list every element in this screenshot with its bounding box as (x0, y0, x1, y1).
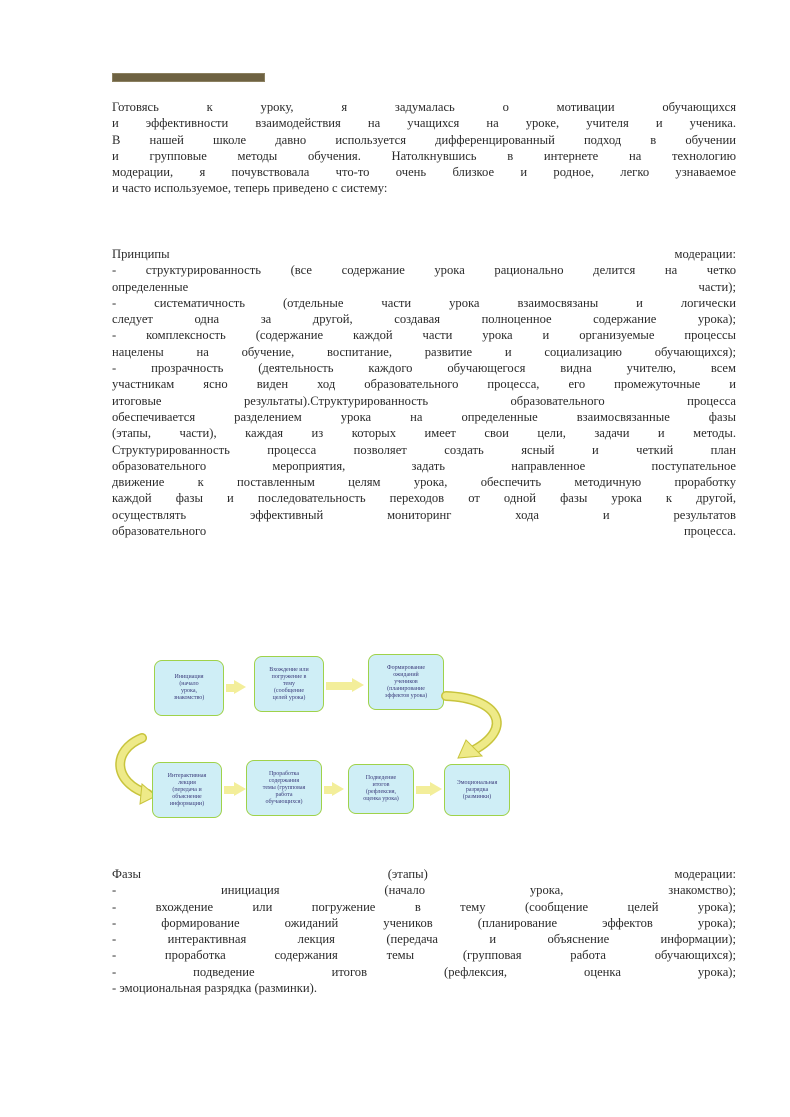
box-text: учеников (394, 678, 418, 685)
box-text: Инициация (174, 674, 204, 680)
header-bar (112, 73, 265, 82)
box-text: лекция (178, 779, 196, 786)
phase-box-immersion (254, 656, 324, 712)
box-text: темы (групповая (262, 784, 306, 791)
text-line: - структурированность (все содержание урока рационально делится на четко (112, 263, 736, 278)
text-line: В нашей школе давно используется дифференцированный подход в обучении (112, 132, 736, 147)
phase-box-expectations (368, 654, 444, 710)
text-line: итоговые результаты).Структурированность образовательного процесса (112, 393, 736, 408)
text-line: каждой фазы и последовательность переходов от одной фазы урока к другой, (112, 491, 736, 506)
arrow-right-icon (352, 678, 364, 692)
phase-box-content-work (246, 760, 322, 816)
box-text: (передача и (172, 786, 202, 793)
text-line: - интерактивная лекция (передача и объяснение информации); (112, 932, 736, 947)
box-text: (начало (179, 681, 199, 687)
text-line: и групповые методы обучения. Натолкнувшись в интернете на технологию (112, 148, 736, 163)
text-line: - комплексность (содержание каждой части урока и организуемые процессы (112, 328, 736, 343)
box-text: эффектов урока) (384, 692, 428, 699)
arrow-right-icon (430, 782, 442, 796)
box-text: (сообщение (273, 687, 305, 694)
box-text: содержания (268, 777, 300, 784)
arrow-right-icon (332, 782, 344, 796)
text-line: Принципы модерации: (112, 247, 736, 261)
box-text: разрядка (465, 786, 489, 793)
arrow-stem (326, 682, 354, 690)
phases-paragraph (112, 866, 736, 996)
phase-box-summary (348, 764, 414, 814)
text-line: образовательного мероприятия, задать направленное поступательное (112, 458, 736, 473)
principles-paragraph (112, 246, 736, 539)
text-line: - вхождение или погружение в тему (сообщение целей урока); (112, 899, 736, 914)
phase-box-emotional-release (444, 764, 510, 816)
box-text: Интерактивная (167, 772, 207, 779)
box-text: погружение в (271, 673, 307, 680)
intro-paragraph (112, 99, 736, 197)
box-text: обучающихся) (265, 798, 303, 805)
box-text: работа (275, 791, 293, 798)
box-text: объяснение (172, 793, 202, 800)
text-line: и часто используемое, теперь приведено с систему: (112, 181, 388, 196)
phase-box-initiation (154, 660, 224, 716)
text-line: обеспечивается разделением урока на определенные взаимосвязанные фазы (112, 409, 736, 424)
text-line: - подведение итогов (рефлексия, оценка урока); (112, 964, 736, 979)
box-text: знакомство) (173, 695, 205, 701)
arrow-right-icon (234, 782, 246, 796)
box-text: (рефлексия, (365, 789, 397, 795)
text-line: - проработка содержания темы (групповая работа обучающихся); (112, 948, 736, 963)
text-line: - эмоциональная разрядка (разминки). (112, 981, 317, 996)
phase-box-lecture (152, 762, 222, 818)
text-line: участникам ясно виден ход образовательного процесса, его промежуточные и (112, 377, 736, 392)
box-text: ожиданий (393, 671, 419, 678)
text-line: определенные части); (112, 279, 736, 294)
box-text: оценка урока) (363, 796, 399, 802)
text-line: движение к поставленным целям урока, обеспечить методичную проработку (112, 475, 736, 490)
text-line: образовательного процесса. (112, 524, 736, 539)
text-line: нацелены на обучение, воспитание, развитие и социализацию обучающихся); (112, 344, 736, 359)
box-text: Подведение (365, 775, 397, 781)
text-line: осуществлять эффективный мониторинг хода и результатов (112, 507, 736, 522)
box-text: итогов (372, 782, 390, 788)
box-text: (планирование (387, 685, 425, 692)
text-line: Готовясь к уроку, я задумалась о мотивации обучающихся (112, 100, 736, 114)
text-line: (этапы, части), каждая из которых имеет свои цели, задачи и методы. (112, 426, 736, 441)
text-line: - систематичность (отдельные части урока взаимосвязаны и логически (112, 295, 736, 310)
text-line: и эффективности взаимодействия на учащихся на уроке, учителя и ученика. (112, 116, 736, 131)
text-line: модерации, я почувствовала что-то очень близкое и родное, легко узнаваемое (112, 165, 736, 180)
text-line: Структурированность процесса позволяет создать ясный и четкий план (112, 442, 736, 457)
text-line: - инициация (начало урока, знакомство); (112, 883, 736, 898)
box-text: Формирование (386, 664, 426, 671)
text-line: Фазы (этапы) модерации: (112, 867, 736, 881)
curved-arrow-icon (444, 688, 524, 758)
text-line: - формирование ожиданий учеников (планирование эффектов урока); (112, 915, 736, 930)
box-text: целей урока) (272, 694, 306, 701)
box-text: Эмоциональная (456, 779, 498, 786)
box-text: (разминки) (462, 793, 492, 800)
moderation-phases-diagram (108, 648, 518, 828)
box-text: информации) (169, 800, 205, 807)
box-text: Вхождение или (269, 666, 309, 673)
box-text: урока, (181, 688, 197, 694)
arrow-right-icon (234, 680, 246, 694)
text-line: - прозрачность (деятельность каждого обучающегося видна учителю, всем (112, 361, 736, 376)
text-line: следует одна за другой, создавая полноценное содержание урока); (112, 312, 736, 327)
box-text: тему (282, 680, 296, 687)
box-text: Проработка (268, 770, 300, 777)
